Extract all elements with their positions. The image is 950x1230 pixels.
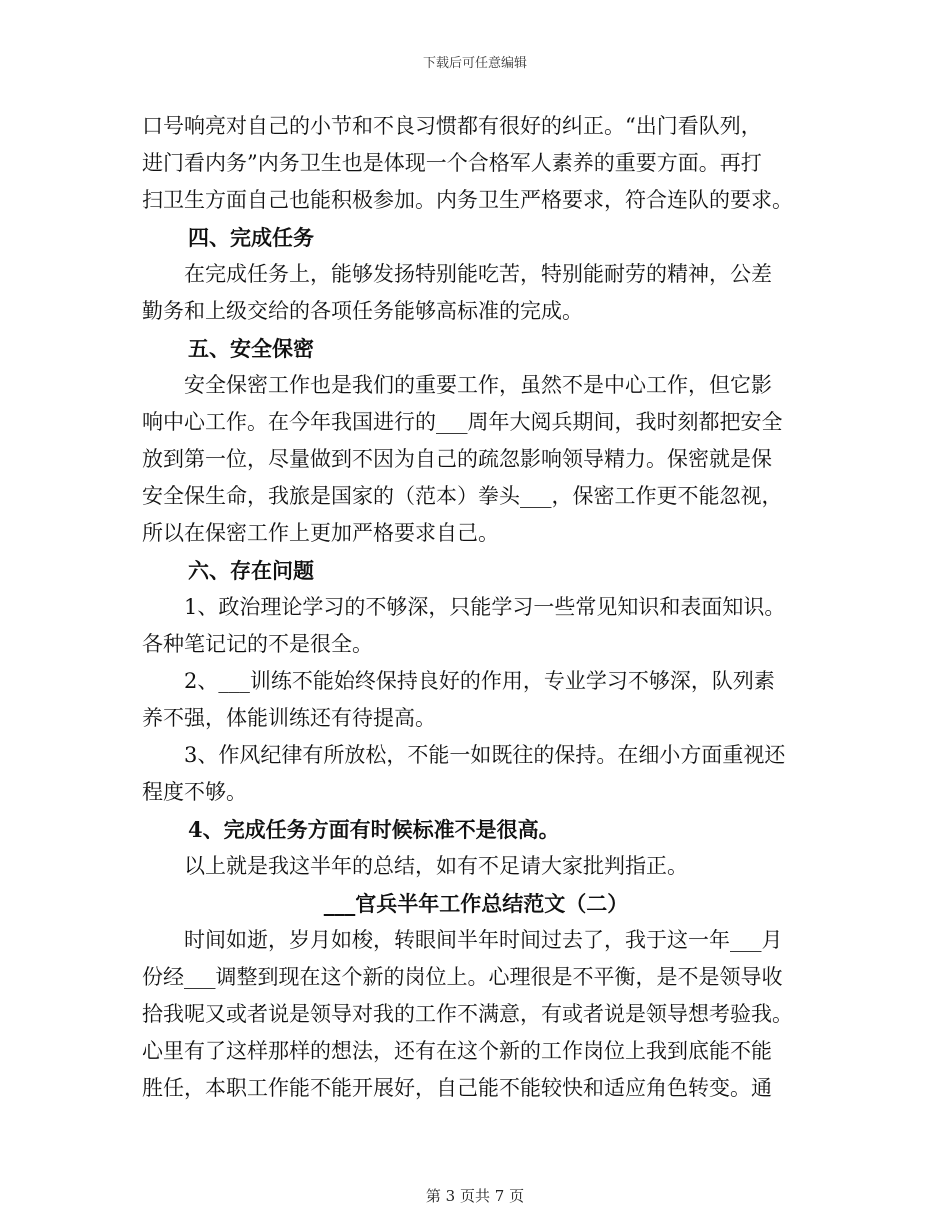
paragraph-line: 养不强，体能训练还有待提高。 (142, 706, 436, 730)
paragraph-line: 心里有了这样那样的想法，还有在这个新的工作岗位上我到底能不能 (142, 1039, 772, 1063)
paragraph-line: 勤务和上级交给的各项任务能够高标准的完成。 (142, 299, 583, 323)
paragraph-line: 安全保密工作也是我们的重要工作，虽然不是中心工作，但它影 (184, 373, 772, 397)
article-subtitle: ___官兵半年工作总结范文（二） (323, 891, 629, 916)
paragraph-line: 所以在保密工作上更加严格要求自己。 (142, 521, 499, 545)
paragraph-line: 拾我呢又或者说是领导对我的工作不满意，有或者说是领导想考验我。 (142, 1002, 793, 1026)
page-header: 下载后可任意编辑 (422, 56, 527, 71)
paragraph-line: 时间如逝，岁月如梭，转眼间半年时间过去了，我于这一年___月 (184, 928, 783, 952)
section-heading: 四、完成任务 (188, 225, 314, 250)
paragraph-line: 扫卫生方面自己也能积极参加。内务卫生严格要求，符合连队的要求。 (142, 188, 793, 212)
paragraph-line: 安全保生命，我旅是国家的（范本）拳头___，保密工作更不能忽视， (142, 484, 783, 508)
bold-list-item: 4、完成任务方面有时候标准不是很高。 (188, 817, 560, 842)
page-footer: 第 3 页共 7 页 (425, 1187, 525, 1205)
document-body (142, 108, 810, 1107)
paragraph-line: 进门看内务”内务卫生也是体现一个合格军人素养的重要方面。再打 (142, 151, 762, 175)
paragraph-line: 胜任，本职工作能不能开展好，自己能不能较快和适应角色转变。通 (142, 1076, 772, 1100)
section-heading: 五、安全保密 (188, 336, 314, 361)
paragraph-line: 2、___训练不能始终保持良好的作用，专业学习不够深，队列素 (184, 669, 775, 693)
paragraph-line: 在完成任务上，能够发扬特别能吃苦，特别能耐劳的精神，公差 (184, 262, 772, 286)
paragraph-line: 各种笔记记的不是很全。 (142, 632, 373, 656)
section-heading: 六、存在问题 (188, 558, 314, 583)
paragraph-line: 份经___调整到现在这个新的岗位上。心理很是不平衡，是不是领导收 (142, 965, 783, 989)
paragraph-line: 以上就是我这半年的总结，如有不足请大家批判指正。 (184, 854, 688, 878)
paragraph-line: 3、作风纪律有所放松，不能一如既往的保持。在细小方面重视还 (184, 743, 786, 767)
paragraph-line: 1、政治理论学习的不够深，只能学习一些常见知识和表面知识。 (184, 595, 786, 619)
paragraph-line: 口号响亮对自己的小节和不良习惯都有很好的纠正。“出门看队列， (142, 114, 762, 138)
paragraph-line: 放到第一位，尽量做到不因为自己的疏忽影响领导精力。保密就是保 (142, 447, 772, 471)
paragraph-line: 程度不够。 (142, 780, 247, 804)
paragraph-line: 响中心工作。在今年我国进行的___周年大阅兵期间，我时刻都把安全 (142, 410, 783, 434)
